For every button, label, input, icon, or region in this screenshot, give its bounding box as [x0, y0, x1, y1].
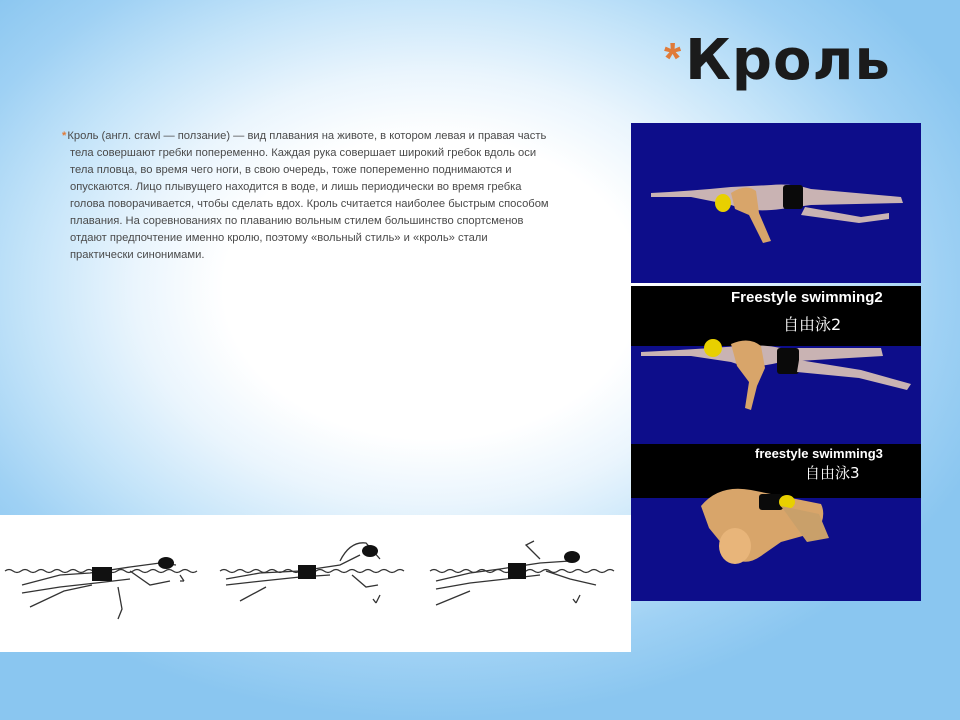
description-paragraph: Кроль (англ. crawl — ползание) — вид плавания на животе, в котором левая и правая часть тела совершают гребки попеременно. Каждая рука совершает широкий гребок вдоль оси тела пловца, во время чего ноги, в свою очередь, тоже попеременно поднимаются и опускаются. Лицо плывущего находится в воде, и лишь периодически во время гребка голова поворачивается, чтобы сделать вдох. Кроль считается наиболее быстрым способом плавания. На соревнованиях по плаванию вольным стилем большинство спортсменов отдают предпочтение именно кролю, поэтому «вольный стиль» и «кроль» стали практически синонимами. — [67, 130, 549, 261]
caption-english: Freestyle swimming2 — [731, 289, 883, 306]
caption-english: freestyle swimming3 — [755, 446, 883, 461]
stroke-sequence-diagram — [0, 515, 631, 652]
stroke-phase-3 — [436, 541, 596, 605]
swimmer-animation-3 — [631, 444, 921, 601]
body-bullet: * — [62, 130, 67, 142]
caption-chinese: 自由泳2 — [783, 315, 842, 334]
title-text: Кроль — [685, 28, 891, 93]
slide-title — [664, 28, 891, 108]
stroke-phase-1 — [22, 557, 184, 619]
swimmer-animation-2 — [631, 286, 921, 444]
swimmer-animation-1 — [631, 123, 921, 283]
caption-chinese: 自由泳3 — [805, 464, 860, 482]
title-bullet: * — [664, 34, 682, 83]
description-text-block — [58, 128, 552, 264]
